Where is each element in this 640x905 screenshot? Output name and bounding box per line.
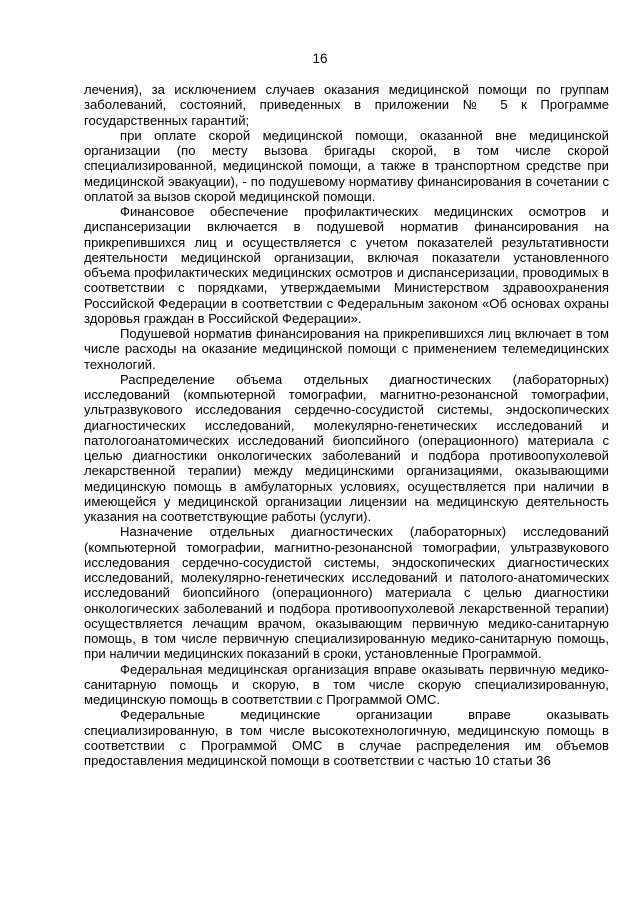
paragraph-5: Распределение объема отдельных диагностических (лабораторных) исследований (компьютерной томографии, магнитно-резонансной томографии, ультразвукового исследования сердечно-сосудистой системы, эндоскопических диагностических исследований, молекулярно-генетических исследований и патологоанатомических исследований биопсийного (операционного) материала с целью диагностики онкологических заболеваний и подбора противоопухолевой лекарственной терапии) между медицинскими организациями, оказывающими медицинскую помощь в амбулаторных условиях, осуществляется при наличии в имеющейся у медицинской организации лицензии на медицинскую деятельность указания на соответствующие работы (услуги). [84,371,609,524]
paragraph-6: Назначение отдельных диагностических (лабораторных) исследований (компьютерной томографии, магнитно-резонансной томографии, ультразвукового исследования сердечно-сосудистой системы, эндоскопических диагностических исследований, молекулярно-генетических исследований и патолого-анатомических исследований биопсийного (операционного) материала с целью диагностики онкологических заболеваний и подбора противоопухолевой лекарственной терапии) осуществляется лечащим врачом, оказывающим первичную медико-санитарную помощь, в том числе первичную специализированную медико-санитарную помощь, при наличии медицинских показаний в сроки, установленные Программой. [84,524,609,662]
page-number: 16 [312,51,328,66]
paragraph-1: лечения), за исключением случаев оказания медицинской помощи по группам заболеваний, состояний, приведенных в приложении № 5 к Программе государственных гарантий; [84,82,609,128]
paragraph-8: Федеральные медицинские организации вправе оказывать специализированную, в том числе высокотехнологичную, медицинскую помощь в соответствии с Программой ОМС в случае распределения им объемов предоставления медицинской помощи в соответствии с частью 10 статьи 36 [84,707,609,768]
paragraph-7: Федеральная медицинская организация вправе оказывать первичную медико-санитарную помощь и скорую, в том числе скорую специализированную, медицинскую помощь в соответствии с Программой ОМС. [84,661,609,707]
paragraph-3: Финансовое обеспечение профилактических медицинских осмотров и диспансеризации включается в подушевой норматив финансирования на прикрепившихся лиц и осуществляется с учетом показателей результативности деятельности медицинской организации, включая показатели установленного объема профилактических медицинских осмотров и диспансеризации, проводимых в соответствии с порядками, утверждаемыми Министерством здравоохранения Российской Федерации в соответствии с Федеральным законом «Об основах охраны здоровья граждан в Российской Федерации». [84,204,609,326]
paragraph-4: Подушевой норматив финансирования на прикрепившихся лиц включает в том числе расходы на оказание медицинской помощи с применением телемедицинских технологий. [84,326,609,372]
body-text [84,82,609,768]
paragraph-2: при оплате скорой медицинской помощи, оказанной вне медицинской организации (по месту вызова бригады скорой, в том числе скорой специализированной, медицинской помощи, а также в транспортном средстве при медицинской эвакуации), - по подушевому нормативу финансирования в сочетании с оплатой за вызов скорой медицинской помощи. [84,127,609,204]
